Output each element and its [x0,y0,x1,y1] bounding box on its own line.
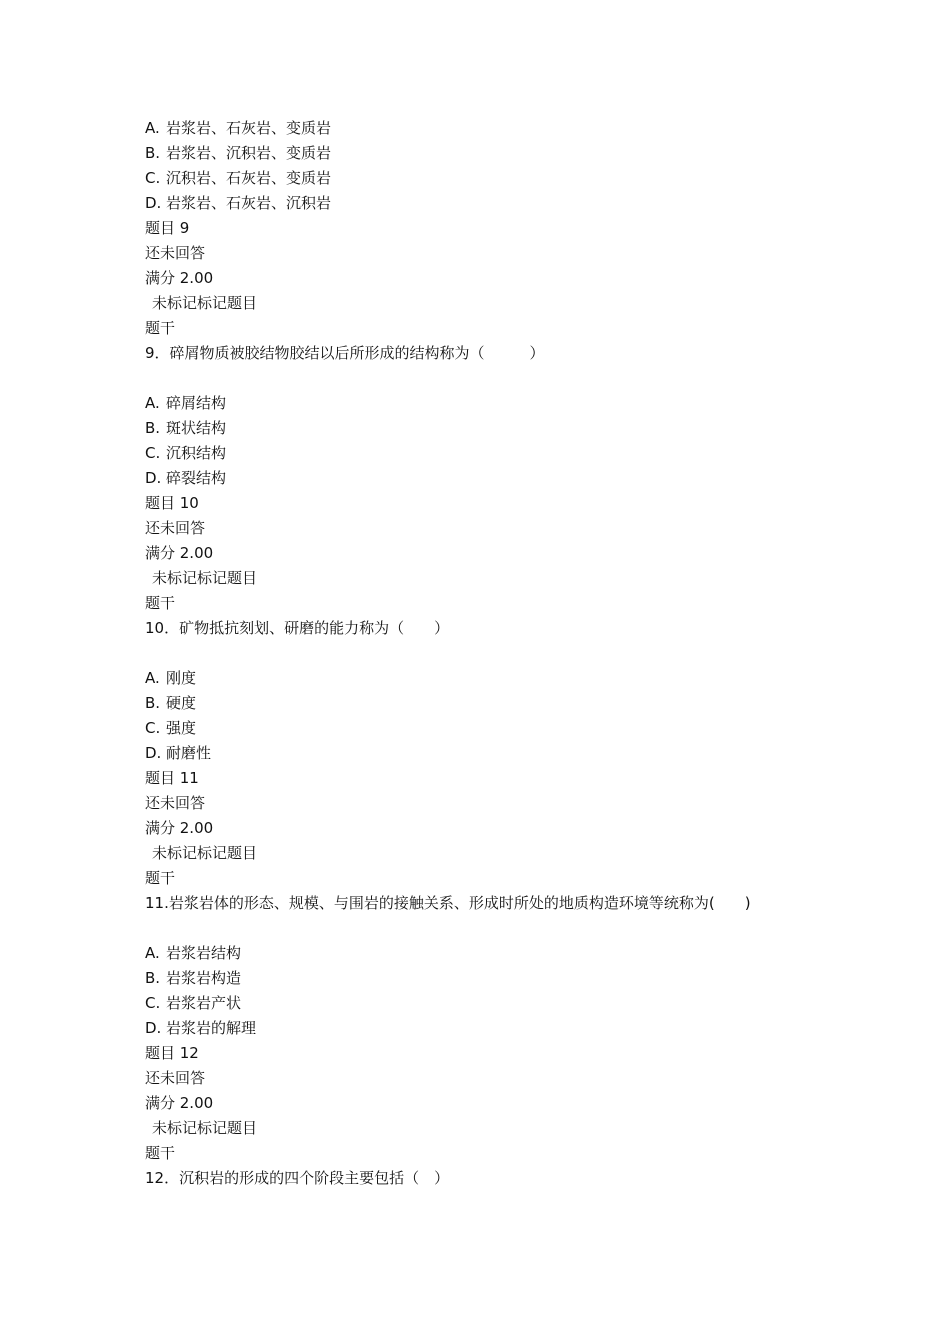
spacer [145,641,845,666]
first-options [145,116,845,216]
question-score: 满分 2.00 [145,819,214,837]
option-item: B. 岩浆岩、沉积岩、变质岩 [145,144,332,162]
option-item[interactable]: A. 岩浆岩结构 [145,944,242,962]
option-item[interactable]: C. 岩浆岩产状 [145,994,242,1012]
question-block-11 [145,766,845,1041]
question-header: 题目 11 [145,769,199,787]
question-status: 还未回答 [145,1069,206,1087]
question-block-10 [145,491,845,766]
question-score: 满分 2.00 [145,544,214,562]
stem-label: 题干 [145,869,176,887]
option-item[interactable]: A. 碎屑结构 [145,394,227,412]
stem-label: 题干 [145,1144,176,1162]
question-text: 10．矿物抵抗刻划、研磨的能力称为（ ） [145,619,450,637]
option-item: C. 沉积岩、石灰岩、变质岩 [145,169,332,187]
option-item[interactable]: D. 耐磨性 [145,744,212,762]
option-item[interactable]: C. 沉积结构 [145,444,227,462]
question-status: 还未回答 [145,519,206,537]
question-text: 12．沉积岩的形成的四个阶段主要包括（ ） [145,1169,450,1187]
option-item[interactable]: B. 斑状结构 [145,419,227,437]
question-block-9 [145,216,845,491]
question-score: 满分 2.00 [145,1094,214,1112]
stem-label: 题干 [145,319,176,337]
question-header: 题目 10 [145,494,199,512]
question-status: 还未回答 [145,794,206,812]
question-text: 11.岩浆岩体的形态、规模、与围岩的接触关系、形成时所处的地质构造环境等统称为( ) [145,894,751,912]
question-header: 题目 9 [145,219,190,237]
option-item: A. 岩浆岩、石灰岩、变质岩 [145,119,332,137]
option-item[interactable]: D. 碎裂结构 [145,469,227,487]
flag-question-link[interactable]: 未标记标记题目 [152,294,258,312]
spacer [145,366,845,391]
option-item: D. 岩浆岩、石灰岩、沉积岩 [145,194,332,212]
option-item[interactable]: D. 岩浆岩的解理 [145,1019,257,1037]
question-block-12 [145,1041,845,1191]
question-text: 9．碎屑物质被胶结物胶结以后所形成的结构称为（ ） [145,344,545,362]
flag-question-link[interactable]: 未标记标记题目 [152,1119,258,1137]
document-page [145,116,845,1191]
option-item[interactable]: A. 刚度 [145,669,197,687]
question-score: 满分 2.00 [145,269,214,287]
flag-question-link[interactable]: 未标记标记题目 [152,569,258,587]
stem-label: 题干 [145,594,176,612]
option-item[interactable]: B. 硬度 [145,694,197,712]
flag-question-link[interactable]: 未标记标记题目 [152,844,258,862]
option-item[interactable]: B. 岩浆岩构造 [145,969,242,987]
option-item[interactable]: C. 强度 [145,719,197,737]
question-status: 还未回答 [145,244,206,262]
spacer [145,916,845,941]
question-header: 题目 12 [145,1044,199,1062]
